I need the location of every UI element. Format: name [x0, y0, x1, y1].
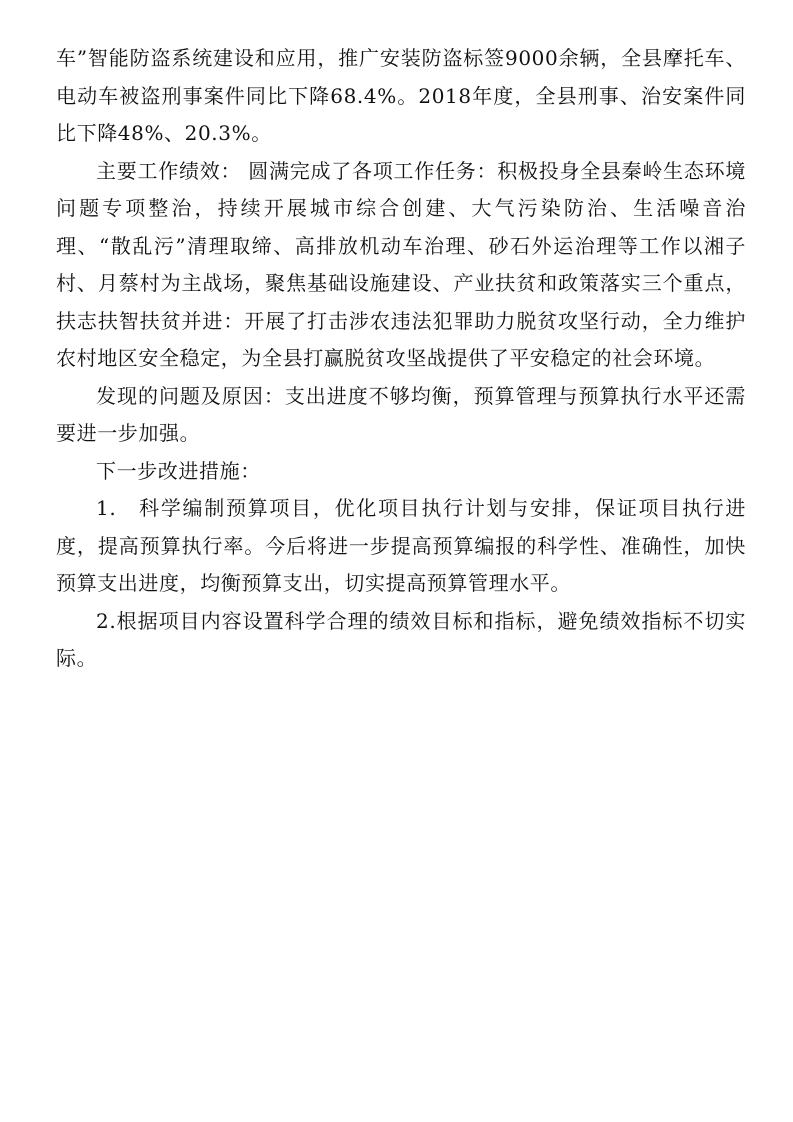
paragraph-work-performance: 主要工作绩效： 圆满完成了各项工作任务：积极投身全县秦岭生态环境问题专项整治，持续开展城市综合创建、大气污染防治、生活噪音治理、“散乱污”清理取缔、高排放机动车治理、砂石外运治理等工作以湘子村、月蔡村为主战场，聚焦基础设施建设、产业扶贫和政策落实三个重点，扶志扶智扶贫并进：开展了打击涉农违法犯罪助力脱贫攻坚行动，全力维护农村地区安全稳定，为全县打赢脱贫攻坚战提供了平安稳定的社会环境。 — [56, 158, 746, 370]
paragraph-continuation: 车”智能防盗系统建设和应用，推广安装防盗标签9000余辆，全县摩托车、电动车被盗刑事案件同比下降68.4%。2018年度，全县刑事、治安案件同比下降48%、20.3%。 — [56, 46, 746, 145]
paragraph-problems: 发现的问题及原因：支出进度不够均衡，预算管理与预算执行水平还需要进一步加强。 — [56, 383, 746, 445]
paragraph-measure-2: 2.根据项目内容设置科学合理的绩效目标和指标，避免绩效指标不切实际。 — [56, 608, 746, 670]
document-body — [56, 40, 746, 678]
paragraph-next-steps-heading: 下一步改进措施： — [96, 458, 261, 483]
paragraph-measure-1: 1. 科学编制预算项目，优化项目执行计划与安排，保证项目执行进度，提高预算执行率。今后将进一步提高预算编报的科学性、准确性，加快预算支出进度，均衡预算支出，切实提高预算管理水平。 — [56, 496, 746, 595]
